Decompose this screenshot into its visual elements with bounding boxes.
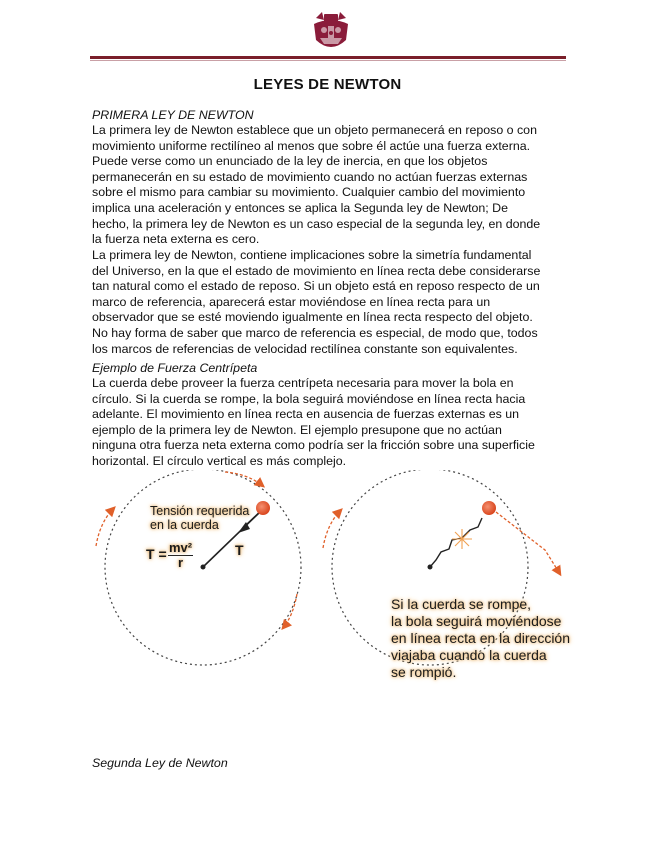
ball-right (482, 501, 496, 515)
text-line: adelante. El movimiento en línea recta en ausencia de fuerzas externas es un (92, 407, 520, 422)
formula-fraction (168, 540, 193, 570)
second-law-heading: Segunda Ley de Newton (92, 756, 228, 770)
header-rule-thin (90, 60, 566, 61)
text-line: La primera ley de Newton, contiene implicaciones sobre la simetría fundamental (92, 248, 532, 262)
tension-label-line: Tensión requerida (150, 504, 250, 518)
tangent-path-arrow (496, 512, 560, 574)
text-line: observador que se esté moviendo igualmente en línea recta respecto del objeto. (92, 310, 533, 325)
ball-left (256, 501, 270, 515)
formula-numerator: mv² (169, 540, 193, 555)
left-motion-arrow-left (96, 508, 114, 546)
institution-seal-logo (310, 10, 352, 54)
text-line: La cuerda debe proveer la fuerza centrípeta necesaria para mover la bola en (92, 376, 514, 390)
left-motion-arrow-top (225, 472, 263, 486)
break-caption-line: en línea recta en la dirección (391, 630, 570, 646)
text-line: los marcos de referencias de velocidad rectilínea constante son equivalentes. (92, 341, 518, 356)
break-caption-line: la bola seguirá moviéndose (391, 613, 562, 629)
broken-string (430, 518, 482, 567)
center-pivot-right (428, 565, 433, 570)
formula-denominator: r (178, 555, 184, 570)
right-motion-arrow-left (323, 510, 341, 548)
example-heading: Ejemplo de Fuerza Centrípeta (92, 361, 258, 375)
first-law-paragraph-1 (92, 123, 568, 248)
text-line: movimiento uniforme rectilíneo al menos que sobre él actúe una fuerza externa. (92, 138, 531, 153)
text-line: marco de referencia, aparecerá estar moviéndose en línea recta para un (92, 294, 491, 309)
center-pivot (201, 565, 206, 570)
text-line: Puede verse como un enunciado de la ley de inercia, en que los objetos (92, 154, 488, 169)
formula-lhs: T = (146, 546, 167, 562)
text-line: círculo. Si la cuerda se rompe, la bola seguirá moviéndose en línea recta hacia (92, 391, 526, 406)
text-line: horizontal. El círculo vertical es más complejo. (92, 453, 347, 468)
break-caption-line: viajaba cuando la cuerda (391, 647, 547, 663)
text-line: permanecerán en su estado de movimiento cuando no actúan fuerzas externas (92, 169, 528, 184)
text-line: tan natural como el estado de reposo. Si un objeto está en reposo respecto de un (92, 279, 540, 294)
tension-label (150, 504, 249, 532)
header-rule (90, 56, 566, 59)
text-line: sobre el mismo para cambiar su movimiento. Cualquier cambio del movimiento (92, 185, 526, 200)
text-line: La primera ley de Newton establece que un objeto permanecerá en reposo o con (92, 123, 537, 137)
text-line: del Universo, en la que el estado de movimiento en línea recta debe considerarse (92, 263, 541, 278)
string-tension-label: T (235, 542, 244, 558)
text-line: ejemplo de la primera ley de Newton. El ejemplo presupone que no actúan (92, 422, 502, 437)
tension-label-line: en la cuerda (150, 518, 219, 532)
first-law-paragraph-2 (92, 248, 568, 357)
page-title: LEYES DE NEWTON (253, 76, 402, 93)
break-caption-line: se rompió. (391, 664, 457, 680)
centripetal-force-diagram (0, 470, 655, 700)
break-caption-line: Si la cuerda se rompe, (391, 596, 532, 612)
break-caption (391, 596, 570, 681)
text-line: No hay forma de saber que marco de referencia es especial, de modo que, todos (92, 325, 538, 340)
first-law-heading: PRIMERA LEY DE NEWTON (92, 108, 254, 122)
text-line: ninguna otra fuerza neta externa como podría ser la fricción sobre una superficie (92, 438, 535, 453)
text-line: la fuerza neta externa es cero. (92, 232, 260, 247)
example-paragraph (92, 376, 568, 470)
text-line: hecho, la primera ley de Newton es un caso especial de la segunda ley, en donde (92, 216, 541, 231)
text-line: implica una aceleración y entonces se aplica la Segunda ley de Newton; De (92, 200, 509, 215)
break-burst-icon (452, 529, 472, 549)
